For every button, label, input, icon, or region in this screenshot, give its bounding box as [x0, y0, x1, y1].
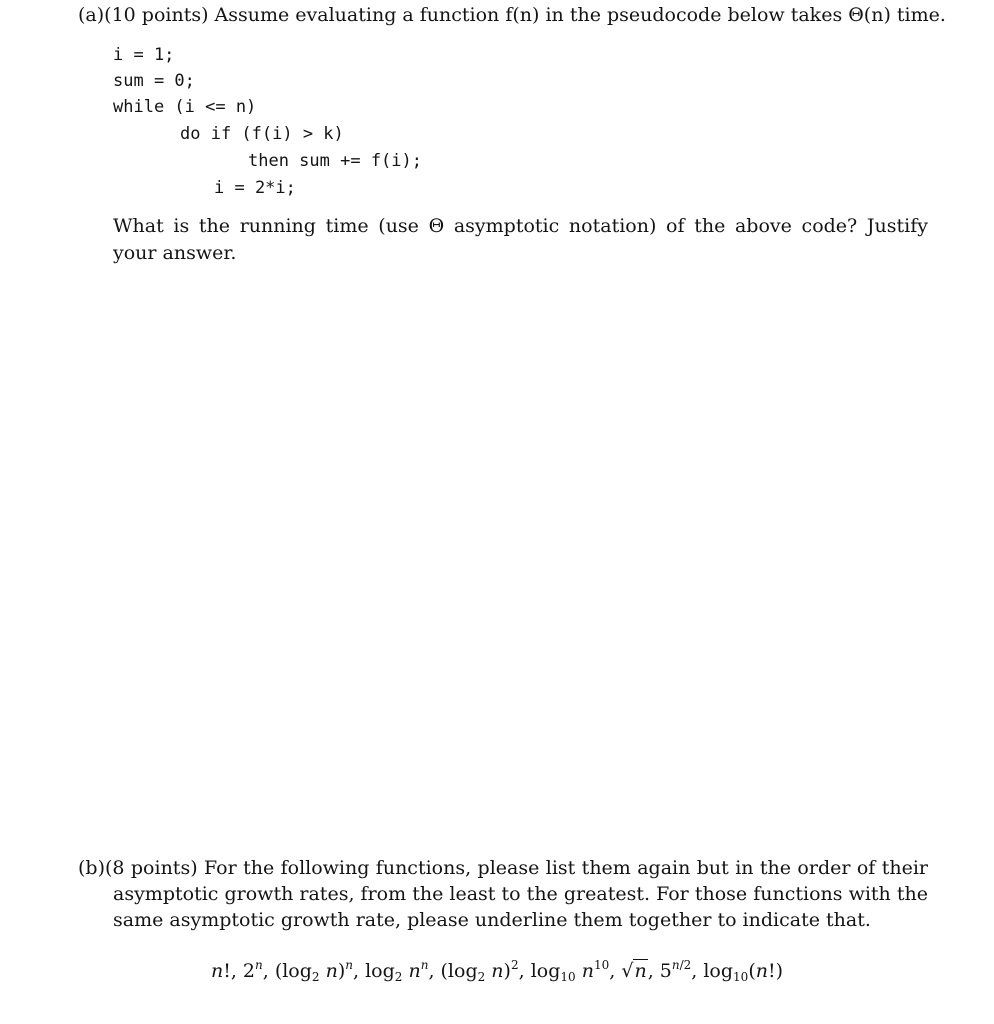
code-line-4: do if (f(i) > k) — [180, 124, 344, 144]
code-line-6: i = 2*i; — [214, 178, 296, 198]
question-b-header-text: (b)(8 points) For the following functions, please list them again but in the order of their asymptotic growth rates, from the least to the greatest. For those functions with the same asymptotic growth rate, please underline them together to indicate that. — [78, 857, 928, 931]
code-line-1: i = 1; — [113, 45, 175, 65]
question-a-header-text: (a)(10 points) Assume evaluating a function f(n) in the pseudocode below takes Θ(n) time. — [78, 4, 946, 26]
question-b-header — [78, 855, 928, 933]
question-a-header — [78, 4, 946, 26]
question-a-prompt: What is the running time (use Θ asymptotic notation) of the above code? Justify your answer. — [113, 215, 928, 264]
function-list-rendered: n!, 2$^n$, ($\log_2$ n)$^n$, $\log_2 n^n$, ($\log_2$ n)$^2$, $\log_{10} n^{10}$, √n, $5^{n/2}$, $\log_{10}(n!)$ — [210, 958, 784, 984]
code-line-5: then sum += f(i); — [248, 151, 422, 171]
code-line-3: while (i <= n) — [113, 97, 257, 117]
code-line-2: sum = 0; — [113, 71, 195, 91]
function-list — [0, 958, 994, 984]
